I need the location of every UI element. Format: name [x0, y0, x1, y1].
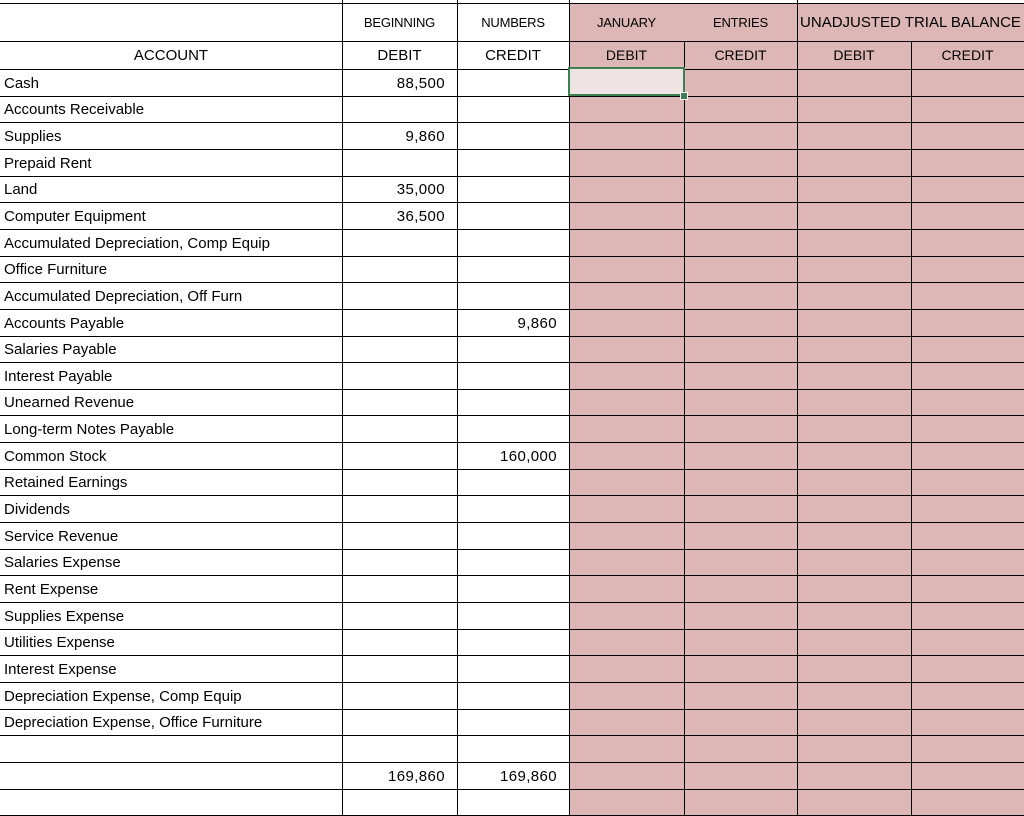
beginning-debit-cell[interactable] — [342, 469, 457, 495]
gridline-row — [0, 735, 1024, 736]
beginning-debit-cell[interactable]: 9,860 — [405, 127, 445, 145]
beginning-debit-cell[interactable] — [342, 789, 457, 815]
entry-cell[interactable] — [684, 575, 797, 602]
beginning-credit-cell[interactable] — [457, 229, 569, 256]
beginning-credit-cell[interactable]: 160,000 — [499, 447, 557, 465]
gridline-col — [457, 0, 458, 816]
entry-cell[interactable] — [797, 682, 911, 709]
beginning-debit-cell[interactable] — [342, 575, 457, 602]
entry-cell[interactable] — [569, 282, 684, 309]
entry-cell[interactable] — [911, 709, 1024, 735]
entry-cell[interactable] — [684, 389, 797, 415]
entry-cell[interactable] — [684, 149, 797, 176]
account-name-cell[interactable]: Dividends — [4, 500, 70, 518]
entry-cell[interactable] — [684, 629, 797, 655]
gridline-row — [0, 762, 1024, 763]
account-name-cell[interactable]: Salaries Payable — [4, 341, 117, 358]
entry-cell[interactable] — [569, 309, 684, 336]
group-header-blank[interactable] — [0, 3, 342, 41]
entry-cell[interactable] — [684, 202, 797, 229]
column-header-january-credit[interactable]: CREDIT — [714, 47, 767, 63]
entry-cell[interactable] — [684, 176, 797, 202]
entry-cell[interactable] — [911, 309, 1024, 336]
beginning-credit-cell[interactable] — [457, 202, 569, 229]
beginning-debit-cell[interactable] — [342, 415, 457, 442]
gridline-col — [684, 41, 685, 816]
gridline-row — [0, 96, 1024, 97]
entry-cell[interactable] — [684, 309, 797, 336]
gridline-top — [0, 3, 1024, 4]
entry-cell[interactable] — [569, 122, 684, 149]
beginning-debit-cell[interactable] — [342, 256, 457, 282]
entry-cell[interactable] — [684, 469, 797, 495]
gridline-row — [0, 575, 1024, 576]
beginning-credit-cell[interactable] — [457, 415, 569, 442]
account-name-cell[interactable]: Land — [4, 181, 38, 198]
entry-cell[interactable] — [797, 122, 911, 149]
gridline-row — [0, 362, 1024, 363]
group-header-unadjusted-trial-balance[interactable]: UNADJUSTED TRIAL BALANCE — [800, 13, 1021, 31]
beginning-credit-cell[interactable] — [457, 735, 569, 762]
account-name-cell[interactable]: Unearned Revenue — [4, 394, 135, 411]
entry-cell[interactable] — [797, 549, 911, 575]
entry-cell[interactable] — [797, 336, 911, 362]
gridline-row — [0, 655, 1024, 656]
entry-cell[interactable] — [911, 176, 1024, 202]
entry-cell[interactable] — [911, 575, 1024, 602]
beginning-debit-cell[interactable] — [342, 362, 457, 389]
entry-cell[interactable] — [569, 336, 684, 362]
fill-handle[interactable] — [680, 92, 688, 100]
entry-cell[interactable] — [797, 96, 911, 122]
gridline-col — [342, 0, 343, 816]
account-name-cell[interactable] — [0, 735, 342, 762]
entry-cell[interactable] — [911, 69, 1024, 96]
gridline-row — [0, 176, 1024, 177]
gridline-row — [0, 469, 1024, 470]
entry-cell[interactable] — [684, 122, 797, 149]
gridline-row — [0, 495, 1024, 496]
entry-cell[interactable] — [797, 362, 911, 389]
account-name-cell[interactable]: Retained Earnings — [4, 474, 128, 491]
beginning-debit-cell[interactable]: 169,860 — [387, 767, 445, 785]
entry-cell[interactable] — [684, 362, 797, 389]
beginning-debit-cell[interactable] — [342, 442, 457, 469]
entry-cell[interactable] — [569, 469, 684, 495]
entry-cell[interactable] — [911, 96, 1024, 122]
account-name-cell[interactable]: Supplies Expense — [4, 607, 125, 625]
beginning-debit-cell[interactable] — [342, 735, 457, 762]
beginning-debit-cell[interactable] — [342, 389, 457, 415]
account-name-cell[interactable]: Utilities Expense — [4, 634, 115, 651]
entry-cell[interactable] — [684, 69, 797, 96]
group-header-beginning[interactable]: BEGINNING — [363, 14, 436, 30]
column-header-beginning-credit[interactable]: CREDIT — [485, 46, 541, 64]
beginning-debit-cell[interactable]: 36,500 — [396, 207, 445, 225]
gridline-col — [911, 41, 912, 816]
entry-cell[interactable] — [684, 549, 797, 575]
beginning-credit-cell[interactable] — [457, 96, 569, 122]
gridline-row — [0, 549, 1024, 550]
entry-cell[interactable] — [684, 336, 797, 362]
entry-cell[interactable] — [684, 602, 797, 629]
gridline-row — [0, 602, 1024, 603]
entry-cell[interactable] — [797, 789, 911, 815]
entry-cell[interactable] — [684, 682, 797, 709]
beginning-credit-cell[interactable] — [457, 682, 569, 709]
entry-cell[interactable] — [911, 735, 1024, 762]
entry-cell[interactable] — [797, 469, 911, 495]
column-header-january-debit[interactable]: DEBIT — [605, 47, 648, 63]
entry-cell[interactable] — [569, 415, 684, 442]
beginning-debit-cell[interactable] — [342, 682, 457, 709]
entry-cell[interactable] — [797, 256, 911, 282]
entry-cell[interactable] — [797, 69, 911, 96]
beginning-credit-cell[interactable]: 9,860 — [517, 314, 557, 332]
entry-cell[interactable] — [684, 495, 797, 522]
beginning-credit-cell[interactable] — [457, 256, 569, 282]
gridline-row — [0, 282, 1024, 283]
entry-cell[interactable] — [797, 762, 911, 789]
entry-cell[interactable] — [911, 282, 1024, 309]
entry-cell[interactable] — [684, 709, 797, 735]
group-header-january[interactable]: JANUARY — [596, 14, 657, 30]
beginning-credit-cell[interactable] — [457, 122, 569, 149]
entry-cell[interactable] — [797, 149, 911, 176]
beginning-credit-cell[interactable] — [457, 495, 569, 522]
entry-cell[interactable] — [684, 762, 797, 789]
account-name-cell[interactable]: Long-term Notes Payable — [4, 420, 175, 438]
beginning-credit-cell[interactable] — [457, 522, 569, 549]
entry-cell[interactable] — [797, 309, 911, 336]
beginning-debit-cell[interactable] — [342, 655, 457, 682]
account-name-cell[interactable]: Office Furniture — [4, 261, 108, 278]
account-name-cell[interactable]: Service Revenue — [4, 527, 119, 545]
account-name-cell[interactable]: Accounts Payable — [4, 314, 125, 332]
gridline-row — [0, 229, 1024, 230]
entry-cell[interactable] — [569, 149, 684, 176]
beginning-credit-cell[interactable] — [457, 629, 569, 655]
entry-cell[interactable] — [797, 709, 911, 735]
entry-cell[interactable] — [797, 522, 911, 549]
entry-cell[interactable] — [911, 229, 1024, 256]
beginning-credit-cell[interactable] — [457, 789, 569, 815]
entry-cell[interactable] — [797, 202, 911, 229]
entry-cell[interactable] — [569, 96, 684, 122]
account-name-cell[interactable]: Salaries Expense — [4, 554, 121, 571]
gridline-row — [0, 256, 1024, 257]
beginning-debit-cell[interactable] — [342, 336, 457, 362]
entry-cell[interactable] — [911, 629, 1024, 655]
entry-cell[interactable] — [797, 282, 911, 309]
gridline-row — [0, 415, 1024, 416]
gridline-row — [0, 629, 1024, 630]
entry-cell[interactable] — [911, 682, 1024, 709]
entry-cell[interactable] — [797, 495, 911, 522]
entry-cell[interactable] — [684, 415, 797, 442]
gridline-header — [0, 41, 1024, 42]
gridline-row — [0, 389, 1024, 390]
gridline-row — [0, 122, 1024, 123]
entry-cell[interactable] — [684, 442, 797, 469]
selected-cell[interactable] — [568, 67, 685, 96]
entry-cell[interactable] — [911, 789, 1024, 815]
account-name-cell[interactable]: Supplies — [4, 127, 62, 145]
entry-cell[interactable] — [911, 256, 1024, 282]
beginning-credit-cell[interactable] — [457, 282, 569, 309]
beginning-debit-cell[interactable] — [342, 549, 457, 575]
entry-cell[interactable] — [684, 735, 797, 762]
beginning-debit-cell[interactable] — [342, 282, 457, 309]
entry-cell[interactable] — [911, 122, 1024, 149]
gridline-row — [0, 309, 1024, 310]
beginning-debit-cell[interactable] — [342, 96, 457, 122]
entry-cell[interactable] — [569, 549, 684, 575]
entry-cell[interactable] — [797, 602, 911, 629]
account-name-cell[interactable] — [0, 762, 342, 789]
entry-cell[interactable] — [569, 522, 684, 549]
entry-cell[interactable] — [911, 602, 1024, 629]
account-name-cell[interactable]: Depreciation Expense, Office Furniture — [4, 714, 263, 731]
beginning-debit-cell[interactable] — [342, 602, 457, 629]
entry-cell[interactable] — [911, 415, 1024, 442]
account-name-cell[interactable]: Interest Payable — [4, 367, 113, 385]
entry-cell[interactable] — [911, 549, 1024, 575]
entry-cell[interactable] — [911, 495, 1024, 522]
beginning-debit-cell[interactable]: 88,500 — [396, 74, 445, 92]
entry-cell[interactable] — [569, 735, 684, 762]
gridline-row — [0, 336, 1024, 337]
beginning-credit-cell[interactable] — [457, 389, 569, 415]
entry-cell[interactable] — [684, 655, 797, 682]
account-name-cell[interactable]: Interest Expense — [4, 660, 117, 678]
beginning-credit-cell[interactable]: 169,860 — [499, 767, 557, 785]
entry-cell[interactable] — [911, 149, 1024, 176]
beginning-credit-cell[interactable] — [457, 469, 569, 495]
entry-cell[interactable] — [911, 362, 1024, 389]
entry-cell[interactable] — [797, 229, 911, 256]
beginning-credit-cell[interactable] — [457, 69, 569, 96]
beginning-credit-cell[interactable] — [457, 602, 569, 629]
entry-cell[interactable] — [569, 176, 684, 202]
group-header-numbers[interactable]: NUMBERS — [481, 14, 545, 30]
entry-cell[interactable] — [911, 442, 1024, 469]
beginning-debit-cell[interactable] — [342, 229, 457, 256]
account-name-cell[interactable] — [0, 789, 342, 815]
entry-cell[interactable] — [911, 762, 1024, 789]
beginning-credit-cell[interactable] — [457, 575, 569, 602]
entry-cell[interactable] — [569, 655, 684, 682]
entry-cell[interactable] — [911, 389, 1024, 415]
entry-cell[interactable] — [569, 682, 684, 709]
beginning-credit-cell[interactable] — [457, 709, 569, 735]
entry-cell[interactable] — [911, 522, 1024, 549]
entry-cell[interactable] — [569, 362, 684, 389]
account-name-cell[interactable]: Depreciation Expense, Comp Equip — [4, 687, 242, 705]
beginning-debit-cell[interactable] — [342, 149, 457, 176]
gridline-row — [0, 789, 1024, 790]
gridline-row — [0, 709, 1024, 710]
beginning-credit-cell[interactable] — [457, 336, 569, 362]
group-header-entries[interactable]: ENTRIES — [713, 14, 768, 30]
column-header-account[interactable]: ACCOUNT — [133, 46, 209, 64]
entry-cell[interactable] — [569, 256, 684, 282]
column-header-beginning-debit[interactable]: DEBIT — [377, 46, 422, 64]
account-name-cell[interactable]: Rent Expense — [4, 580, 99, 598]
entry-cell[interactable] — [684, 522, 797, 549]
entry-cell[interactable] — [797, 655, 911, 682]
entry-cell[interactable] — [797, 735, 911, 762]
entry-cell[interactable] — [684, 229, 797, 256]
beginning-credit-cell[interactable] — [457, 176, 569, 202]
entry-cell[interactable] — [797, 176, 911, 202]
beginning-credit-cell[interactable] — [457, 549, 569, 575]
entry-cell[interactable] — [911, 202, 1024, 229]
entry-cell[interactable] — [797, 415, 911, 442]
entry-cell[interactable] — [911, 336, 1024, 362]
gridline-row — [0, 522, 1024, 523]
entry-cell[interactable] — [797, 442, 911, 469]
entry-cell[interactable] — [797, 629, 911, 655]
entry-cell[interactable] — [569, 575, 684, 602]
entry-cell[interactable] — [569, 629, 684, 655]
entry-cell[interactable] — [569, 789, 684, 815]
gridline-col — [569, 0, 570, 816]
beginning-debit-cell[interactable] — [342, 495, 457, 522]
gridline-row — [0, 682, 1024, 683]
gridline-row — [0, 202, 1024, 203]
entry-cell[interactable] — [684, 256, 797, 282]
beginning-debit-cell[interactable] — [342, 629, 457, 655]
entry-cell[interactable] — [569, 495, 684, 522]
column-header-trial-debit[interactable]: DEBIT — [833, 47, 875, 63]
beginning-credit-cell[interactable] — [457, 655, 569, 682]
account-name-cell[interactable]: Computer Equipment — [4, 207, 146, 225]
account-name-cell[interactable]: Prepaid Rent — [4, 154, 92, 172]
account-name-cell[interactable]: Accounts Receivable — [4, 101, 145, 118]
account-name-cell[interactable]: Accumulated Depreciation, Off Furn — [4, 287, 243, 305]
beginning-credit-cell[interactable] — [457, 149, 569, 176]
account-name-cell[interactable]: Accumulated Depreciation, Comp Equip — [4, 234, 270, 252]
entry-cell[interactable] — [569, 602, 684, 629]
beginning-debit-cell[interactable] — [342, 309, 457, 336]
gridline-row — [0, 149, 1024, 150]
entry-cell[interactable] — [684, 96, 797, 122]
entry-cell[interactable] — [797, 575, 911, 602]
beginning-credit-cell[interactable] — [457, 362, 569, 389]
entry-cell[interactable] — [911, 469, 1024, 495]
gridline-col — [797, 0, 798, 816]
gridline-row — [0, 69, 1024, 70]
beginning-debit-cell[interactable] — [342, 709, 457, 735]
account-name-cell[interactable]: Cash — [4, 74, 40, 92]
entry-cell[interactable] — [684, 789, 797, 815]
entry-cell[interactable] — [684, 282, 797, 309]
beginning-debit-cell[interactable]: 35,000 — [396, 181, 445, 198]
entry-cell[interactable] — [569, 442, 684, 469]
entry-cell[interactable] — [797, 389, 911, 415]
beginning-debit-cell[interactable] — [342, 522, 457, 549]
gridline-row — [0, 442, 1024, 443]
entry-cell[interactable] — [911, 655, 1024, 682]
account-name-cell[interactable]: Common Stock — [4, 447, 107, 465]
entry-cell[interactable] — [569, 762, 684, 789]
entry-cell[interactable] — [569, 229, 684, 256]
column-header-trial-credit[interactable]: CREDIT — [941, 47, 994, 63]
entry-cell[interactable] — [569, 389, 684, 415]
entry-cell[interactable] — [569, 709, 684, 735]
entry-cell[interactable] — [569, 202, 684, 229]
